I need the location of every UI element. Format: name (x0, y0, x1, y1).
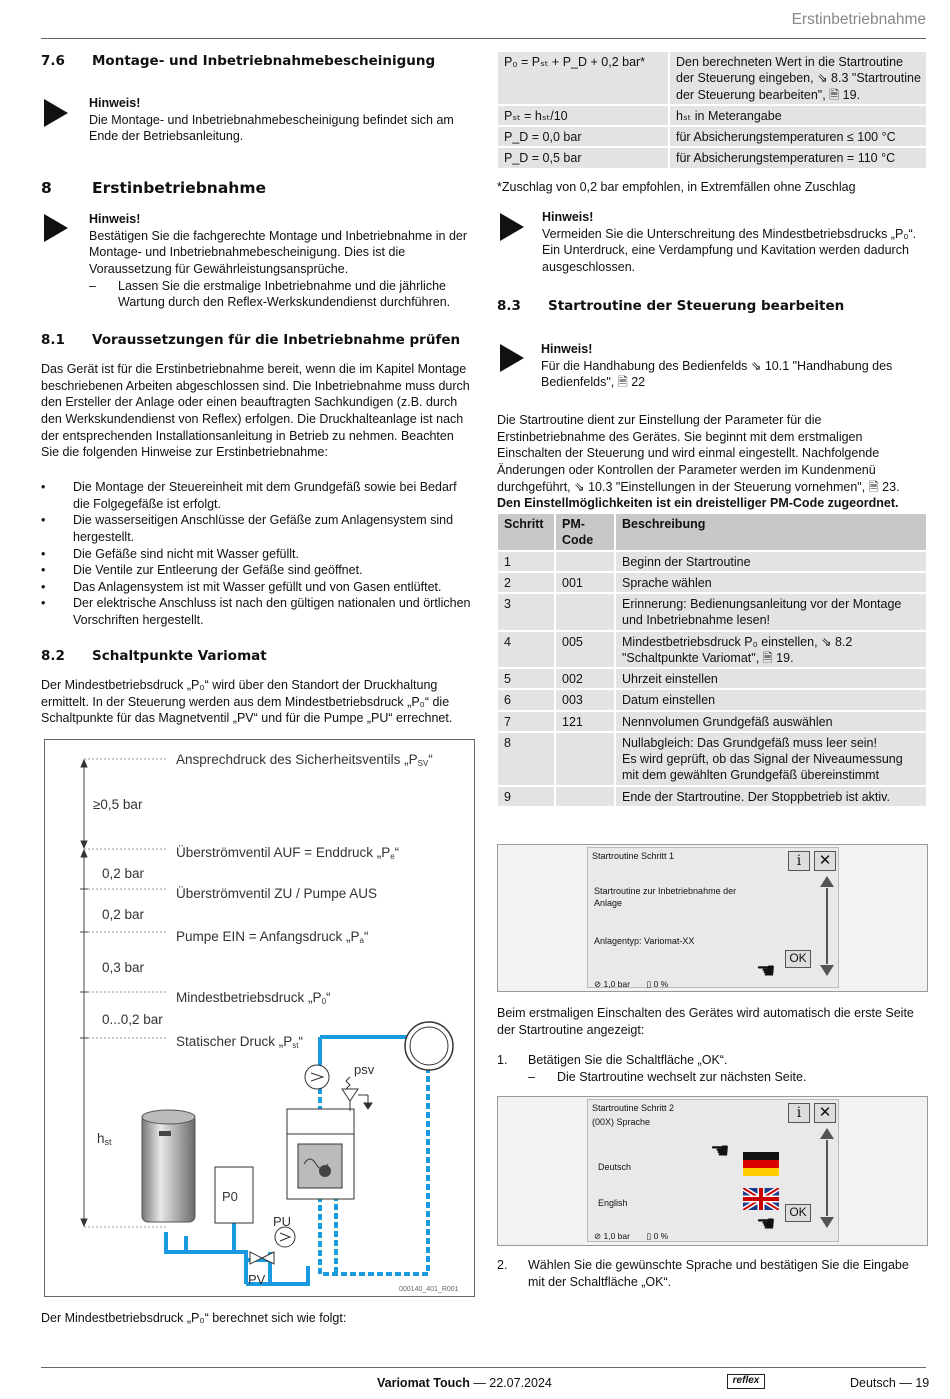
table-cell: Nennvolumen Grundgefäß auswählen (616, 712, 926, 731)
table-cell: 001 (556, 573, 614, 592)
explanation-cell: für Absicherungstemperaturen ≤ 100 °C (670, 127, 926, 146)
step-2 (497, 1257, 927, 1290)
screen-title: Startroutine Schritt 1 (592, 851, 675, 861)
table-header-row (498, 514, 926, 550)
table-row (498, 106, 926, 125)
section-8-2-heading (41, 648, 267, 666)
table-cell: Beginn der Startroutine (616, 552, 926, 571)
p0-label: P0 (222, 1189, 238, 1204)
table-cell: Uhrzeit einstellen (616, 669, 926, 688)
section-title: Voraussetzungen für die Inbetriebnahme prüfen (92, 332, 461, 348)
screenshot-step-1 (497, 844, 928, 992)
list-item: • Die Montage der Steuereinheit mit dem Grundgefäß sowie bei Bedarf die Folgegefäße ist erfolgt. (41, 479, 471, 512)
note-text: Für die Handhabung des Bedienfelds ⇘ 10.1 "Handhabung des Bedienfelds", 🗎 22 (541, 358, 893, 390)
table-row (498, 594, 926, 630)
formula-cell: P_D = 0,5 bar (498, 148, 668, 167)
note-box (542, 209, 922, 276)
level-value: 0 % (653, 1231, 669, 1241)
table-cell: Erinnerung: Bedienungsanleitung vor der Montage und Inbetriebnahme lesen! (616, 594, 926, 630)
note-label: Hinweis! (541, 342, 593, 356)
dash-text: Lassen Sie die erstmalige Inbetriebnahme und die jährliche Wartung durch den Reflex-Werkskundendienst durchführen. (118, 278, 451, 310)
section-8-1-heading (41, 332, 460, 350)
table-row (498, 669, 926, 688)
status-bar (594, 979, 668, 990)
level-label: Überströmventil AUF = Enddruck „Pe“ (176, 845, 400, 861)
formula-cell: Pₛₜ = hₛₜ/10 (498, 106, 668, 125)
table-cell: 2 (498, 573, 554, 592)
column-header: PM-Code (556, 514, 614, 550)
screen-title: Startroutine Schritt 2 (592, 1103, 675, 1113)
pressure-value: 1,0 bar (603, 1231, 630, 1241)
hand-pointer-icon: ☚ (756, 958, 776, 983)
formula-intro: Der Mindestbetriebsdruck „P₀“ berechnet sich wie folgt: (41, 1311, 347, 1325)
psv-label: psv (354, 1062, 375, 1077)
scroll-bar[interactable] (820, 1128, 832, 1228)
note-arrow-icon (44, 214, 68, 242)
section-8-2-paragraph: Der Mindestbetriebsdruck „P₀“ wird über den Standort der Druckhaltung ermittelt. In der Steuerung werden aus dem Mindestbetriebsdruck „P₀“ die Schaltpunkte für das Magnetventil „PV“ und für die Pumpe „PU“ errechnet. (41, 678, 453, 726)
note-arrow-icon (500, 213, 524, 241)
pressure-diagram (44, 739, 475, 1297)
pump-pu-icon (275, 1227, 295, 1247)
table-cell: 4 (498, 632, 554, 668)
level-label: Ansprechdruck des Sicherheitsventils „PSV“ (176, 752, 433, 768)
reflex-logo: reflex (727, 1374, 765, 1389)
level-label: Überströmventil ZU / Pumpe AUS (176, 886, 378, 901)
hand-pointer-icon: ☚ (756, 1211, 776, 1236)
footer-divider (41, 1367, 926, 1368)
note-arrow-icon (500, 344, 524, 372)
info-icon[interactable]: i (788, 851, 810, 871)
pressure-gap-label: 0...0,2 bar (102, 1012, 163, 1027)
step-1 (497, 1052, 727, 1069)
table-cell: 003 (556, 690, 614, 709)
gauge-icon: ⊘ (594, 979, 602, 989)
formula-cell: P₀ = Pₛₜ + P_D + 0,2 bar* (498, 52, 668, 104)
table-row (498, 632, 926, 668)
screen-subtitle: (00X) Sprache (592, 1117, 651, 1127)
footer-date: — 22.07.2024 (473, 1376, 552, 1390)
table-row (498, 573, 926, 592)
hst-label: hst (97, 1131, 112, 1147)
table-row (498, 787, 926, 806)
level-label: Statischer Druck „Pst“ (176, 1034, 304, 1050)
table-cell: Datum einstellen (616, 690, 926, 709)
formula-table (496, 50, 928, 170)
formula-footnote: *Zuschlag von 0,2 bar empfohlen, in Extremfällen ohne Zuschlag (497, 180, 856, 194)
ok-button[interactable]: OK (785, 950, 811, 968)
level-label: Pumpe EIN = Anfangsdruck „Pa“ (176, 929, 369, 945)
pressure-gap-label: 0,2 bar (102, 907, 145, 922)
after-screen-1: Beim erstmaligen Einschalten des Gerätes wird automatisch die erste Seite der Startroutine angezeigt: (497, 1006, 914, 1037)
step-number: 2. (497, 1258, 508, 1272)
screen-plant-type: Anlagentyp: Variomat-XX (594, 936, 695, 946)
table-cell (556, 787, 614, 806)
step-number: 1. (497, 1053, 508, 1067)
footer-product (377, 1375, 552, 1392)
note-label: Hinweis! (542, 210, 594, 224)
pressure-value: 1,0 bar (603, 979, 630, 989)
section-number: 8 (41, 179, 52, 197)
step-text: Wählen Sie die gewünschte Sprache und bestätigen Sie die Eingabe mit der Schaltfläche „OK“. (528, 1258, 909, 1289)
formula-cell: P_D = 0,0 bar (498, 127, 668, 146)
step-1-result (528, 1069, 950, 1086)
table-cell: Mindestbetriebsdruck P₀ einstellen, ⇘ 8.2 "Schaltpunkte Variomat", 🗎 19. (616, 632, 926, 668)
result-text: Die Startroutine wechselt zur nächsten Seite. (557, 1070, 807, 1084)
hand-pointer-icon: ☚ (710, 1138, 730, 1163)
table-cell (556, 733, 614, 785)
pm-code-statement: Den Einstellmöglichkeiten ist ein dreistelliger PM-Code zugeordnet. (497, 496, 899, 510)
header-divider (41, 38, 926, 39)
list-item: • Die Gefäße sind nicht mit Wasser gefüllt. (41, 546, 471, 563)
screenshot-step-2 (497, 1096, 928, 1246)
column-header: Beschreibung (616, 514, 926, 550)
footer-product-name: Variomat Touch (377, 1376, 470, 1390)
table-cell: Sprache wählen (616, 573, 926, 592)
list-item: • Das Anlagensystem ist mit Wasser gefüllt und von Gasen entlüftet. (41, 579, 471, 596)
note-label: Hinweis! (89, 96, 141, 110)
table-cell: 9 (498, 787, 554, 806)
table-row (498, 52, 926, 104)
table-cell: 3 (498, 594, 554, 630)
table-row (498, 690, 926, 709)
circulation-pump-icon (305, 1065, 329, 1089)
table-cell: 005 (556, 632, 614, 668)
explanation-cell: für Absicherungstemperaturen = 110 °C (670, 148, 926, 167)
level-icon: ▯ (646, 979, 652, 989)
note-box (541, 341, 921, 391)
drawing-code: 000140_401_R001 (399, 1286, 459, 1293)
section-title: Erstinbetriebnahme (92, 179, 266, 197)
language-option-english[interactable]: English (598, 1198, 628, 1208)
level-icon: ▯ (646, 1231, 652, 1241)
table-cell: Ende der Startroutine. Der Stoppbetrieb ist aktiv. (616, 787, 926, 806)
pressure-gap-label: 0,2 bar (102, 866, 145, 881)
status-bar (594, 1231, 668, 1242)
level-value: 0 % (653, 979, 669, 989)
note-text: Bestätigen Sie die fachgerechte Montage und Inbetriebnahme in der Montage- und Inbetriebnahmebescheinigung. Dies ist die Voraussetzung für Gewährleistungsansprüche. (89, 228, 468, 276)
boiler (287, 1109, 354, 1199)
explanation-cell: Den berechneten Wert in die Startroutine der Steuerung eingeben, ⇘ 8.3 "Startroutine der Steuerung bearbeiten", 🗎 19. (670, 52, 926, 104)
pu-label: PU (273, 1214, 292, 1229)
gauge-icon: ⊘ (594, 1231, 602, 1241)
startroutine-steps-table (496, 512, 928, 808)
table-cell: 5 (498, 669, 554, 688)
column-header: Schritt (498, 514, 554, 550)
table-row (498, 148, 926, 167)
table-cell (556, 552, 614, 571)
section-8-1-paragraph: Das Gerät ist für die Erstinbetriebnahme bereit, wenn die im Kapitel Montage beschriebenen Arbeiten abgeschlossen sind. Die Inbetriebnahme muss durch den Ersteller der Anlage oder einen beauftragten Sachkundigen (z.B. durch den Werkskundendienst von Reflex) erfolgen. Die Druckhalteanlage ist nach der entsprechenden Installationsanleitung in Betrieb zu nehmen. Beachten Sie die folgenden Hinweise zur Erstinbetriebnahme: (41, 362, 470, 460)
note-label: Hinweis! (89, 212, 141, 226)
section-number: 8.3 (497, 298, 521, 314)
table-row (498, 552, 926, 571)
level-label: Mindestbetriebsdruck „P0“ (176, 990, 331, 1006)
table-cell: 7 (498, 712, 554, 731)
table-row (498, 733, 926, 785)
note-text: Vermeiden Sie die Unterschreitung des Mindestbetriebsdrucks „P₀“. Ein Unterdruck, eine Verdampfung und Kavitation werden dadurch ausgeschlossen. (542, 226, 917, 274)
section-8-3-heading (497, 298, 844, 316)
section-number: 7.6 (41, 53, 65, 69)
pv-label: PV (248, 1272, 266, 1287)
system-vessel-icon (405, 1022, 453, 1070)
german-flag-icon[interactable] (743, 1152, 779, 1176)
table-cell: 121 (556, 712, 614, 731)
info-icon[interactable]: i (788, 1103, 810, 1123)
table-cell: 6 (498, 690, 554, 709)
footer-page (850, 1375, 929, 1392)
uk-flag-icon[interactable] (743, 1188, 779, 1210)
table-cell: 8 (498, 733, 554, 785)
running-header: Erstinbetriebnahme (791, 11, 926, 28)
note-box (89, 211, 471, 311)
control-panel (587, 847, 839, 988)
table-cell: Nullabgleich: Das Grundgefäß muss leer sein! Es wird geprüft, ob das Signal der Niveaumessung mit dem gewählten Grundgefäß übereinstimmt (616, 733, 926, 785)
step-text: Betätigen Sie die Schaltfläche „OK“. (528, 1053, 728, 1067)
section-title: Startroutine der Steuerung bearbeiten (548, 298, 845, 314)
list-item: • Der elektrische Anschluss ist nach den gültigen nationalen und örtlichen Vorschriften hergestellt. (41, 595, 471, 628)
list-item: • Die Ventile zur Entleerung der Gefäße sind geöffnet. (41, 562, 471, 579)
section-8-3-paragraph: Die Startroutine dient zur Einstellung der Parameter für die Erstinbetriebnahme des Gerätes. Sie beginnt mit dem erstmaligen Einschalten der Steuerung und wird einmal eingestellt. Nachfolgende Änderungen oder Kontrollen der Parameter werden im Kundenmenü durchgeführt, ⇘ 10.3 "Einstellungen in der Steuerung vornehmen", 🗎 23. (497, 413, 900, 494)
note-dash-item (89, 278, 471, 311)
pressure-gap-label: ≥0,5 bar (93, 797, 143, 812)
note-arrow-icon (44, 99, 68, 127)
table-cell: 002 (556, 669, 614, 688)
explanation-cell: hₛₜ in Meterangabe (670, 106, 926, 125)
table-row (498, 712, 926, 731)
close-icon[interactable]: ✕ (814, 1103, 836, 1123)
note-box (89, 95, 469, 145)
section-title: Montage- und Inbetriebnahmebescheinigung (92, 53, 436, 69)
table-cell (556, 594, 614, 630)
control-panel (587, 1099, 839, 1242)
footer-language: Deutsch (850, 1376, 896, 1390)
section-number: 8.2 (41, 648, 65, 664)
table-row (498, 127, 926, 146)
page-number: — 19 (899, 1376, 930, 1390)
prerequisite-list (41, 479, 471, 629)
screen-text: Startroutine zur Inbetriebnahme der Anlage (594, 886, 737, 909)
section-number: 8.1 (41, 332, 65, 348)
section-title: Schaltpunkte Variomat (92, 648, 267, 664)
section-7-6-heading (41, 53, 435, 71)
section-8-heading (41, 178, 266, 199)
language-option-deutsch[interactable]: Deutsch (598, 1162, 632, 1172)
list-item: • Die wasserseitigen Anschlüsse der Gefäße zum Anlagensystem sind hergestellt. (41, 512, 471, 545)
scroll-bar[interactable] (820, 876, 832, 976)
ok-button[interactable]: OK (785, 1204, 811, 1222)
expansion-vessel (142, 1110, 195, 1222)
table-cell: 1 (498, 552, 554, 571)
note-text: Die Montage- und Inbetriebnahmebescheinigung befindet sich am Ende der Betriebsanleitung. (89, 112, 454, 144)
pressure-gap-label: 0,3 bar (102, 960, 145, 975)
close-icon[interactable]: ✕ (814, 851, 836, 871)
